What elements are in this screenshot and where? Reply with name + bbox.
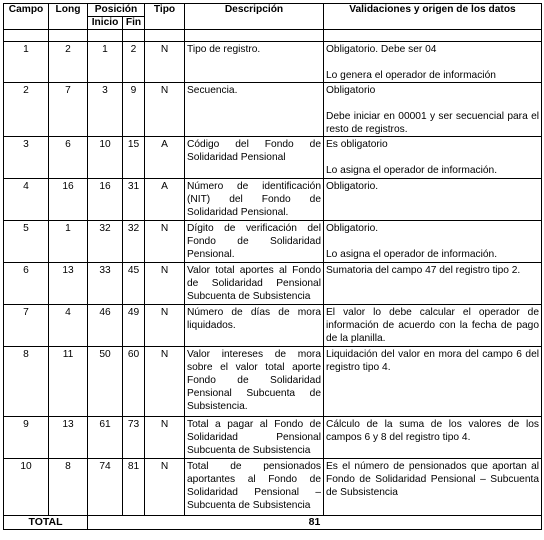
spacer-row xyxy=(4,30,542,42)
cell-descripcion: Total a pagar al Fondo de Solidaridad Pensional Subcuenta de Subsistencia xyxy=(185,417,324,459)
cell-fin: 49 xyxy=(123,305,145,347)
table-row xyxy=(4,347,542,417)
cell-tipo: N xyxy=(145,221,185,263)
cell-inicio: 74 xyxy=(88,459,123,516)
table-row xyxy=(4,417,542,459)
cell-campo: 4 xyxy=(4,179,49,221)
record-spec-document xyxy=(3,3,541,530)
origin-text: Debe iniciar en 00001 y ser secuencial para el resto de registros. xyxy=(326,111,539,135)
cell-descripcion: Secuencia. xyxy=(185,83,324,137)
cell-inicio: 16 xyxy=(88,179,123,221)
table-row xyxy=(4,83,542,137)
cell-inicio: 50 xyxy=(88,347,123,417)
cell-tipo: N xyxy=(145,459,185,516)
cell-validaciones xyxy=(324,347,542,417)
origin-text: Lo genera el operador de información xyxy=(326,70,496,81)
cell-inicio: 46 xyxy=(88,305,123,347)
table-row xyxy=(4,459,542,516)
table-row xyxy=(4,221,542,263)
cell-descripcion: Valor total aportes al Fondo de Solidaridad Pensional Subcuenta de Subsistencia xyxy=(185,263,324,305)
cell-inicio: 33 xyxy=(88,263,123,305)
cell-fin: 32 xyxy=(123,221,145,263)
cell-campo: 1 xyxy=(4,42,49,83)
validation-text: Obligatorio. xyxy=(326,223,379,234)
table-row xyxy=(4,42,542,83)
cell-fin: 9 xyxy=(123,83,145,137)
cell-descripcion: Número de días de mora liquidados. xyxy=(185,305,324,347)
validation-text: Obligatorio xyxy=(326,85,376,96)
validation-text: Sumatoria del campo 47 del registro tipo 2. xyxy=(326,265,521,276)
header-tipo: Tipo xyxy=(145,4,185,30)
cell-descripcion: Número de identificación (NIT) del Fondo de Solidaridad Pensional. xyxy=(185,179,324,221)
cell-inicio: 61 xyxy=(88,417,123,459)
validation-text: El valor lo debe calcular el operador de información de acuerdo con la fecha de pago de la planilla. xyxy=(326,307,539,344)
header-row xyxy=(4,4,542,17)
validation-text: Liquidación del valor en mora del campo 6 del registro tipo 4. xyxy=(326,349,539,373)
cell-validaciones xyxy=(324,417,542,459)
cell-inicio: 1 xyxy=(88,42,123,83)
cell-validaciones xyxy=(324,221,542,263)
header-long: Long xyxy=(49,4,88,30)
validation-text: Es el número de pensionados que aportan al Fondo de Solidaridad Pensional – Subcuenta de Subsistencia xyxy=(326,461,539,498)
table-row xyxy=(4,305,542,347)
cell-campo: 6 xyxy=(4,263,49,305)
line-gap xyxy=(326,97,539,110)
cell-fin: 31 xyxy=(123,179,145,221)
total-label: TOTAL xyxy=(4,516,88,530)
cell-campo: 10 xyxy=(4,459,49,516)
cell-long: 8 xyxy=(49,459,88,516)
table-row xyxy=(4,179,542,221)
cell-long: 7 xyxy=(49,83,88,137)
table-row xyxy=(4,263,542,305)
validation-text: Obligatorio. xyxy=(326,181,379,192)
validation-text: Cálculo de la suma de los valores de los campos 6 y 8 del registro tipo 4. xyxy=(326,419,539,443)
cell-validaciones xyxy=(324,83,542,137)
header-inicio: Inicio xyxy=(88,17,123,30)
cell-long: 6 xyxy=(49,137,88,179)
line-gap xyxy=(326,56,539,69)
cell-fin: 60 xyxy=(123,347,145,417)
cell-validaciones xyxy=(324,263,542,305)
line-gap xyxy=(326,235,539,248)
cell-tipo: A xyxy=(145,179,185,221)
cell-long: 13 xyxy=(49,263,88,305)
cell-tipo: N xyxy=(145,83,185,137)
table-row xyxy=(4,137,542,179)
validation-text: Obligatorio. Debe ser 04 xyxy=(326,44,437,55)
header-posicion: Posición xyxy=(88,4,145,17)
origin-text: Lo asigna el operador de información. xyxy=(326,249,498,260)
cell-inicio: 3 xyxy=(88,83,123,137)
table-body xyxy=(4,30,542,516)
cell-fin: 73 xyxy=(123,417,145,459)
cell-fin: 81 xyxy=(123,459,145,516)
cell-tipo: A xyxy=(145,137,185,179)
cell-long: 13 xyxy=(49,417,88,459)
cell-descripcion: Valor intereses de mora sobre el valor total aporte Fondo de Solidaridad Pensional Subcuenta de Subsistencia. xyxy=(185,347,324,417)
cell-fin: 15 xyxy=(123,137,145,179)
cell-tipo: N xyxy=(145,305,185,347)
cell-long: 11 xyxy=(49,347,88,417)
total-value: 81 xyxy=(88,516,542,530)
cell-inicio: 32 xyxy=(88,221,123,263)
cell-validaciones xyxy=(324,305,542,347)
cell-descripcion: Tipo de registro. xyxy=(185,42,324,83)
cell-tipo: N xyxy=(145,347,185,417)
cell-fin: 2 xyxy=(123,42,145,83)
cell-campo: 8 xyxy=(4,347,49,417)
cell-long: 2 xyxy=(49,42,88,83)
header-campo: Campo xyxy=(4,4,49,30)
cell-fin: 45 xyxy=(123,263,145,305)
cell-long: 4 xyxy=(49,305,88,347)
header-descripcion: Descripción xyxy=(185,4,324,30)
cell-campo: 7 xyxy=(4,305,49,347)
cell-descripcion: Total de pensionados aportantes al Fondo de Solidaridad Pensional – Subcuenta de Subsistencia xyxy=(185,459,324,516)
cell-tipo: N xyxy=(145,417,185,459)
cell-validaciones xyxy=(324,459,542,516)
header-fin: Fin xyxy=(123,17,145,30)
validation-text: Es obligatorio xyxy=(326,139,388,150)
cell-long: 1 xyxy=(49,221,88,263)
cell-descripcion: Código del Fondo de Solidaridad Pensional xyxy=(185,137,324,179)
cell-campo: 2 xyxy=(4,83,49,137)
cell-campo: 5 xyxy=(4,221,49,263)
cell-inicio: 10 xyxy=(88,137,123,179)
line-gap xyxy=(326,151,539,164)
header-validaciones: Validaciones y origen de los datos xyxy=(324,4,542,30)
cell-tipo: N xyxy=(145,42,185,83)
total-row xyxy=(4,516,542,530)
cell-validaciones xyxy=(324,179,542,221)
cell-descripcion: Dígito de verificación del Fondo de Solidaridad Pensional. xyxy=(185,221,324,263)
cell-campo: 9 xyxy=(4,417,49,459)
cell-campo: 3 xyxy=(4,137,49,179)
cell-tipo: N xyxy=(145,263,185,305)
cell-validaciones xyxy=(324,137,542,179)
cell-long: 16 xyxy=(49,179,88,221)
record-spec-table xyxy=(3,3,542,530)
cell-validaciones xyxy=(324,42,542,83)
origin-text: Lo asigna el operador de información. xyxy=(326,165,498,176)
